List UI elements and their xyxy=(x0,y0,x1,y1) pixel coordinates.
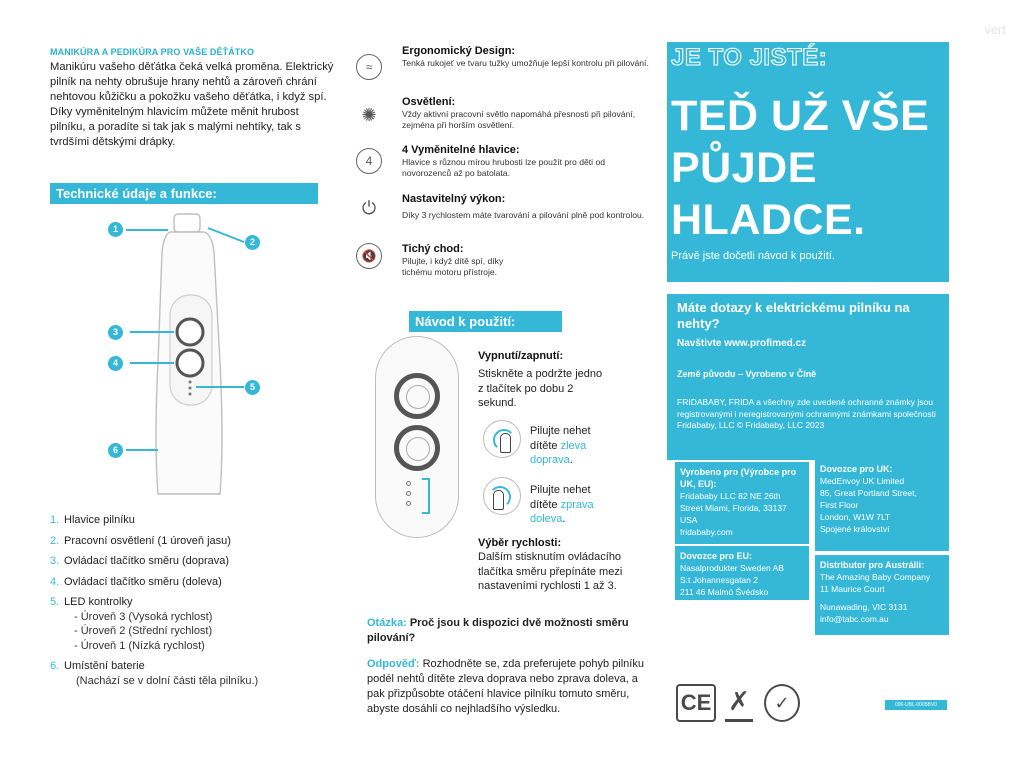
feature-text: Díky 3 rychlostem máte tvarování a pilování plně pod kontrolou. xyxy=(402,210,645,220)
legend-subitem: - Úroveň 2 (Střední rychlost) xyxy=(74,625,213,637)
thumb-rotate-icon xyxy=(483,420,521,458)
light-bulb-icon: ✺ xyxy=(361,104,377,125)
contact-panel xyxy=(667,294,949,460)
file-button-left xyxy=(177,350,203,376)
direction-button-left xyxy=(394,425,440,471)
contact-website[interactable]: Navštivte www.profimed.cz xyxy=(677,338,807,349)
legend-subitem: - Úroveň 3 (Vysoká rychlost) xyxy=(74,610,213,623)
legend-subitem: (Nachází se v dolní části těla pilníku.) xyxy=(76,674,259,687)
feature-title: 4 Vyměnitelné hlavice: xyxy=(402,144,520,156)
feature-light xyxy=(356,96,656,136)
direction-button-right xyxy=(394,373,440,419)
weee-bin-icon: ✗ xyxy=(725,684,753,722)
step-power xyxy=(478,350,603,411)
step-title: Výběr rychlosti: xyxy=(478,537,562,549)
hero-title: TEĎ UŽ VŠE PŮJDE HLADCE. xyxy=(671,92,930,244)
device-closeup xyxy=(375,336,459,538)
step-title: Vypnutí/zapnutí: xyxy=(478,350,564,362)
led-dot xyxy=(189,393,192,396)
step-text: Dalším stisknutím ovládacího tlačítka směru přepínáte mezi nastaveními rychlosti 1 až 3. xyxy=(478,551,623,592)
power-icon: ⏻ xyxy=(361,197,377,218)
legend-item: 4. Ovládací tlačítko směru (doleva) xyxy=(50,575,222,588)
box-au-distributor: Distributor pro Austrálii: The Amazing Baby Company 11 Maurice Court Nunawading, VIC 3131 info@tabc.com.au xyxy=(815,555,949,635)
legend-item: 1. Hlavice pilníku xyxy=(50,514,135,526)
led-dot xyxy=(189,381,192,384)
file-head xyxy=(174,214,200,232)
box-eu-importer: Dovozce pro EU: Nasalprodukter Sweden AB S:t Johannesgatan 2 211 46 Malmö Švédsko xyxy=(675,546,809,600)
feature-ergonomic xyxy=(356,45,656,85)
thumb-rotate-icon xyxy=(483,477,521,515)
file-button-right xyxy=(177,319,203,345)
feature-quiet xyxy=(356,243,656,283)
callout-3: 3 xyxy=(108,325,123,340)
faq-answer: Odpověď: Rozhodněte se, zda preferujete pohyb pilníku podél nehtů dítěte zleva doprava nebo zprava doleva, a pak přizpůsobte otáčení hlavice pilníku tomuto směru, abyste dosáhli co nejhladšího výsledku. xyxy=(367,658,644,715)
feature-title: Nastavitelný výkon: xyxy=(402,193,506,205)
led-indicators xyxy=(406,481,411,511)
hero-kicker: JE TO JISTÉ: xyxy=(671,44,828,71)
intro-text: Manikúru vašeho děťátka čeká velká proměna. Elektrický pilník na nehty obrušuje hrany nehtů a zároveň chrání nehtovou kůžičku a pokožku vašeho děťátka, i když spí. Díky vyměnitelným hlavicím můžete měnit hrubost pilníku, a poradíte si tak jak s malými nehtíky, tak s tvrdšími dětskými drápky. xyxy=(50,61,334,148)
feature-text: Tenká rukojeť ve tvaru tužky umožňuje lepší kontrolu při pilování. xyxy=(402,58,649,68)
feature-text: Pilujte, i když dítě spí, díky tichému motoru přístroje. xyxy=(402,256,504,277)
four-heads-icon: 4 xyxy=(356,148,382,174)
feature-power xyxy=(356,193,656,233)
tech-heading: Technické údaje a funkce: xyxy=(50,183,318,204)
legend-item: 3. Ovládací tlačítko směru (doprava) xyxy=(50,555,230,567)
nail-file-illustration xyxy=(100,212,270,502)
step-right-to-left: Pilujte nehet dítěte zprava doleva. xyxy=(530,484,594,525)
feature-title: Tichý chod: xyxy=(402,243,464,255)
contact-question: Máte dotazy k elektrickému pilníku na nehty? xyxy=(677,300,910,331)
watermark: vert xyxy=(984,22,1006,37)
legend-item: 2. Pracovní osvětlení (1 úroveň jasu) xyxy=(50,534,231,547)
country-of-origin: Země původu – Vyrobeno v Číně xyxy=(677,369,817,379)
callout-6: 6 xyxy=(108,443,123,458)
document-code: 096-UBL-0005BV0 xyxy=(885,700,947,710)
rcm-mark-icon: ✓ xyxy=(764,684,800,722)
feature-title: Ergonomický Design: xyxy=(402,45,516,57)
legend-item: 5. LED kontrolky xyxy=(50,596,133,608)
feature-title: Osvětlení: xyxy=(402,96,456,108)
step-text: Stiskněte a podržte jedno z tlačítek po dobu 2 sekund. xyxy=(478,368,603,409)
callout-4: 4 xyxy=(108,356,123,371)
step-left-to-right: Pilujte nehet dítěte zleva doprava. xyxy=(530,425,591,466)
waves-icon: ≈ xyxy=(356,54,382,80)
hero-subtitle: Právě jste dočetli návod k použití. xyxy=(671,250,835,262)
howto-heading: Návod k použití: xyxy=(409,311,562,332)
trademark-notice: FRIDABABY, FRIDA a všechny zde uvedené ochranné známky jsou registrovanými i neregistrovanými ochrannými známkami společnosti Fridababy, LLC © Fridababy, LLC 2023 xyxy=(677,397,936,430)
intro-title: MANIKÚRA A PEDIKÚRA PRO VAŠE DĚŤÁTKO xyxy=(50,47,255,57)
legend-list xyxy=(50,513,350,688)
hero-panel xyxy=(667,42,949,282)
box-uk-importer: Dovozce pro UK: MedEnvoy UK Limited 85, Great Portland Street, First Floor London, W1W 7LT Spojené království xyxy=(815,459,949,551)
box-manufacturer: Vyrobeno pro (Výrobce pro UK, EU): Fridababy LLC 82 NE 26th Street Miami, Florida, 33137 USA fridababy.com xyxy=(675,462,809,544)
callout-1: 1 xyxy=(108,222,123,237)
ce-mark-icon: CE xyxy=(676,684,716,722)
faq-question: Otázka: Proč jsou k dispozici dvě možnosti směru pilování? xyxy=(367,617,629,644)
callout-5: 5 xyxy=(245,380,260,395)
legend-item: 6. Umístění baterie xyxy=(50,660,145,672)
feature-heads xyxy=(356,144,656,184)
callout-2: 2 xyxy=(245,235,260,250)
callout-line-2 xyxy=(208,228,244,242)
led-bracket xyxy=(422,478,430,514)
feature-text: Vždy aktivní pracovní světlo napomáhá přesnosti při pilování, zejména při horším osvětlení. xyxy=(402,109,636,130)
step-speed xyxy=(478,537,638,594)
led-dot xyxy=(189,387,192,390)
legend-subitem: - Úroveň 1 (Nízká rychlost) xyxy=(74,639,205,652)
mute-icon: 🔇 xyxy=(356,243,382,269)
feature-text: Hlavice s různou mírou hrubosti lze použít pro děti od novorozenců až po batolata. xyxy=(402,157,606,178)
